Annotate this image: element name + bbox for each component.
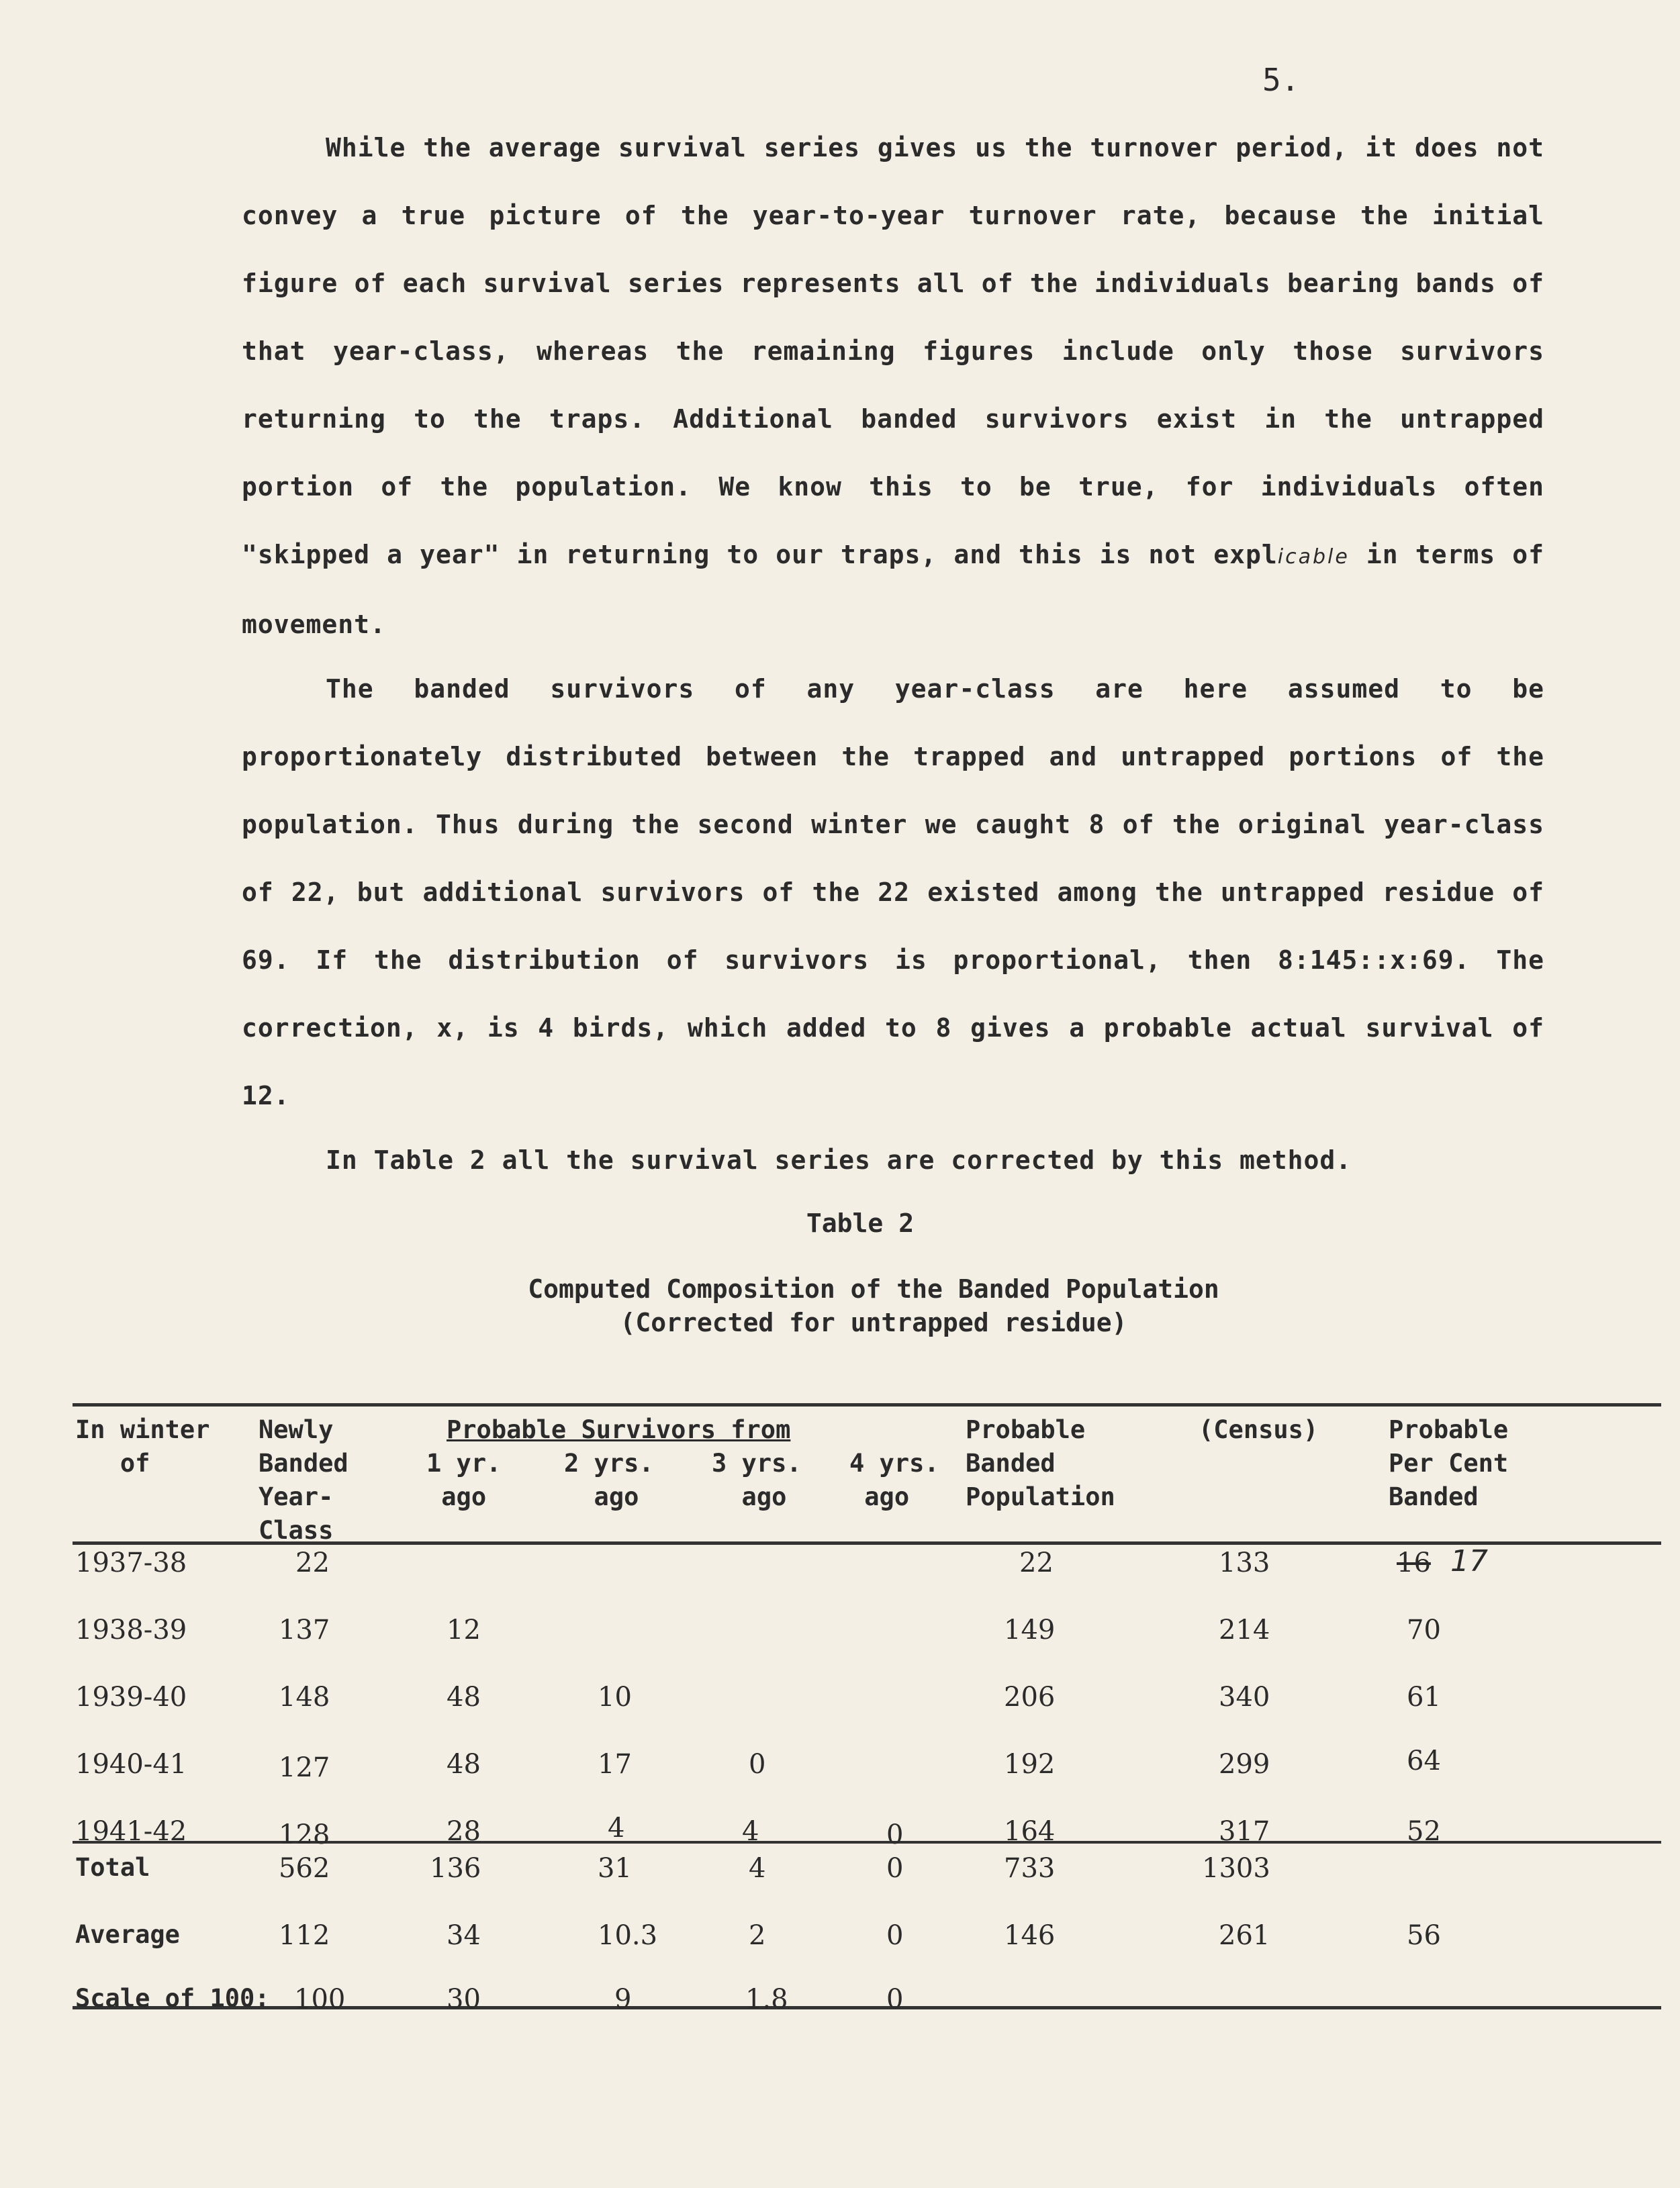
- cell-winter: 1940-41: [75, 1749, 187, 1780]
- header-banded-population: Probable Banded Population: [966, 1415, 1115, 1511]
- cell-label: Scale of 100:: [75, 1984, 270, 2013]
- cell-2-yrs: 9: [614, 1984, 632, 2015]
- table-label: Table 2: [806, 1208, 915, 1238]
- handwritten-correction: icable: [1277, 545, 1350, 569]
- header-newly-banded: Newly Banded Year- Class: [259, 1415, 348, 1545]
- header-winter: In winter of: [75, 1415, 210, 1478]
- cell-percent: 56: [1407, 1920, 1441, 1951]
- cell-3-yrs: 4: [742, 1816, 759, 1847]
- cell-banded-pop: 206: [1004, 1682, 1056, 1713]
- cell-census: 133: [1219, 1548, 1270, 1578]
- cell-census: 299: [1219, 1749, 1270, 1780]
- cell-newly: 127: [279, 1752, 330, 1783]
- cell-census: 1303: [1202, 1853, 1270, 1884]
- cell-banded-pop: 146: [1004, 1920, 1056, 1951]
- cell-newly: 128: [279, 1819, 330, 1850]
- cell-percent-struck: 16: [1397, 1548, 1431, 1578]
- cell-percent: 70: [1407, 1615, 1441, 1646]
- table-caption-line-2: (Corrected for untrapped residue): [620, 1308, 1127, 1337]
- cell-1-yr: 48: [447, 1749, 481, 1780]
- cell-4-yrs: 0: [886, 1984, 904, 2015]
- paragraph-1-end: in terms of movement.: [242, 540, 1544, 639]
- cell-census: 317: [1219, 1816, 1270, 1847]
- cell-winter: 1937-38: [75, 1548, 187, 1578]
- header-percent-banded: Probable Per Cent Banded: [1389, 1415, 1509, 1511]
- cell-4-yrs: 0: [886, 1853, 904, 1884]
- cell-census: 261: [1219, 1920, 1270, 1951]
- cell-percent: 61: [1407, 1682, 1441, 1713]
- cell-winter: 1941-42: [75, 1816, 187, 1847]
- cell-winter: 1939-40: [75, 1682, 187, 1713]
- paragraph-1-text: While the average survival series gives us the turnover period, it does not convey a true picture of the year-to-year turnover rate, because the initial figure of each survival series represents all of the individuals bearing bands of that year-class, whereas the remaining figures include only those survivors returning to the traps. Additional banded survivors exist in the untrapped portion of the population. We know this to be true, for individuals often "skipped a year" in returning to our traps, and this is not expl: [242, 133, 1544, 569]
- cell-3-yrs: 0: [749, 1749, 766, 1780]
- cell-newly: 22: [295, 1548, 330, 1578]
- cell-banded-pop: 192: [1004, 1749, 1056, 1780]
- cell-3-yrs: 2: [749, 1920, 766, 1951]
- cell-2-yrs: 4: [608, 1813, 625, 1844]
- cell-label: Average: [75, 1920, 180, 1949]
- cell-2-yrs: 10.3: [598, 1920, 658, 1951]
- cell-4-yrs: 0: [886, 1819, 904, 1850]
- header-1-yr: 1 yr. ago: [426, 1449, 502, 1511]
- cell-census: 340: [1219, 1682, 1270, 1713]
- cell-winter: 1938-39: [75, 1615, 187, 1646]
- paragraph-3: In Table 2 all the survival series are corrected by this method.: [326, 1145, 1352, 1175]
- cell-banded-pop: 733: [1004, 1853, 1056, 1884]
- header-census: (Census): [1199, 1415, 1319, 1444]
- paragraph-2: The banded survivors of any year-class are here assumed to be proportionately distributed between the trapped and untrapped portions of the population. Thus during the second winter we caught 8 of the original year-class of 22, but additional survivors of the 22 existed among the untrapped residue of 69. If the distribution of survivors is proportional, then 8:145::x:69. The correction, x, is 4 birds, which added to 8 gives a probable actual survival of 12.: [242, 674, 1544, 1110]
- table-top-rule: [73, 1403, 1661, 1407]
- cell-newly: 148: [279, 1682, 330, 1713]
- cell-3-yrs: 1.8: [745, 1984, 788, 2015]
- cell-1-yr: 136: [430, 1853, 481, 1884]
- cell-banded-pop: 164: [1004, 1816, 1056, 1847]
- cell-newly: 562: [279, 1853, 330, 1884]
- cell-1-yr: 34: [447, 1920, 481, 1951]
- cell-3-yrs: 4: [749, 1853, 766, 1884]
- table-caption: [0, 1272, 1680, 1339]
- header-4-yrs: 4 yrs. ago: [849, 1449, 939, 1511]
- cell-2-yrs: 10: [598, 1682, 632, 1713]
- cell-banded-pop: 149: [1004, 1615, 1056, 1646]
- cell-1-yr: 28: [447, 1816, 481, 1847]
- cell-newly: 112: [279, 1920, 330, 1951]
- header-2-yrs: 2 yrs. ago: [564, 1449, 654, 1511]
- cell-percent-handwritten: 17: [1450, 1544, 1488, 1578]
- cell-2-yrs: 31: [598, 1853, 632, 1884]
- page-number: 5.: [1262, 62, 1300, 98]
- cell-1-yr: 48: [447, 1682, 481, 1713]
- cell-newly: 100: [294, 1984, 346, 2015]
- header-survivors-group: Probable Survivors from: [447, 1415, 791, 1444]
- cell-percent: 64: [1407, 1746, 1441, 1776]
- cell-1-yr: 30: [447, 1984, 481, 2015]
- cell-4-yrs: 0: [886, 1920, 904, 1951]
- cell-census: 214: [1219, 1615, 1270, 1646]
- cell-banded-pop: 22: [1019, 1548, 1054, 1578]
- header-3-yrs: 3 yrs. ago: [712, 1449, 802, 1511]
- cell-percent: 52: [1407, 1816, 1441, 1847]
- cell-2-yrs: 17: [598, 1749, 632, 1780]
- cell-newly: 137: [279, 1615, 330, 1646]
- paragraph-1: [242, 114, 1544, 659]
- table-caption-line-1: Computed Composition of the Banded Population: [528, 1274, 1219, 1304]
- cell-label: Total: [75, 1853, 150, 1882]
- cell-1-yr: 12: [447, 1615, 481, 1646]
